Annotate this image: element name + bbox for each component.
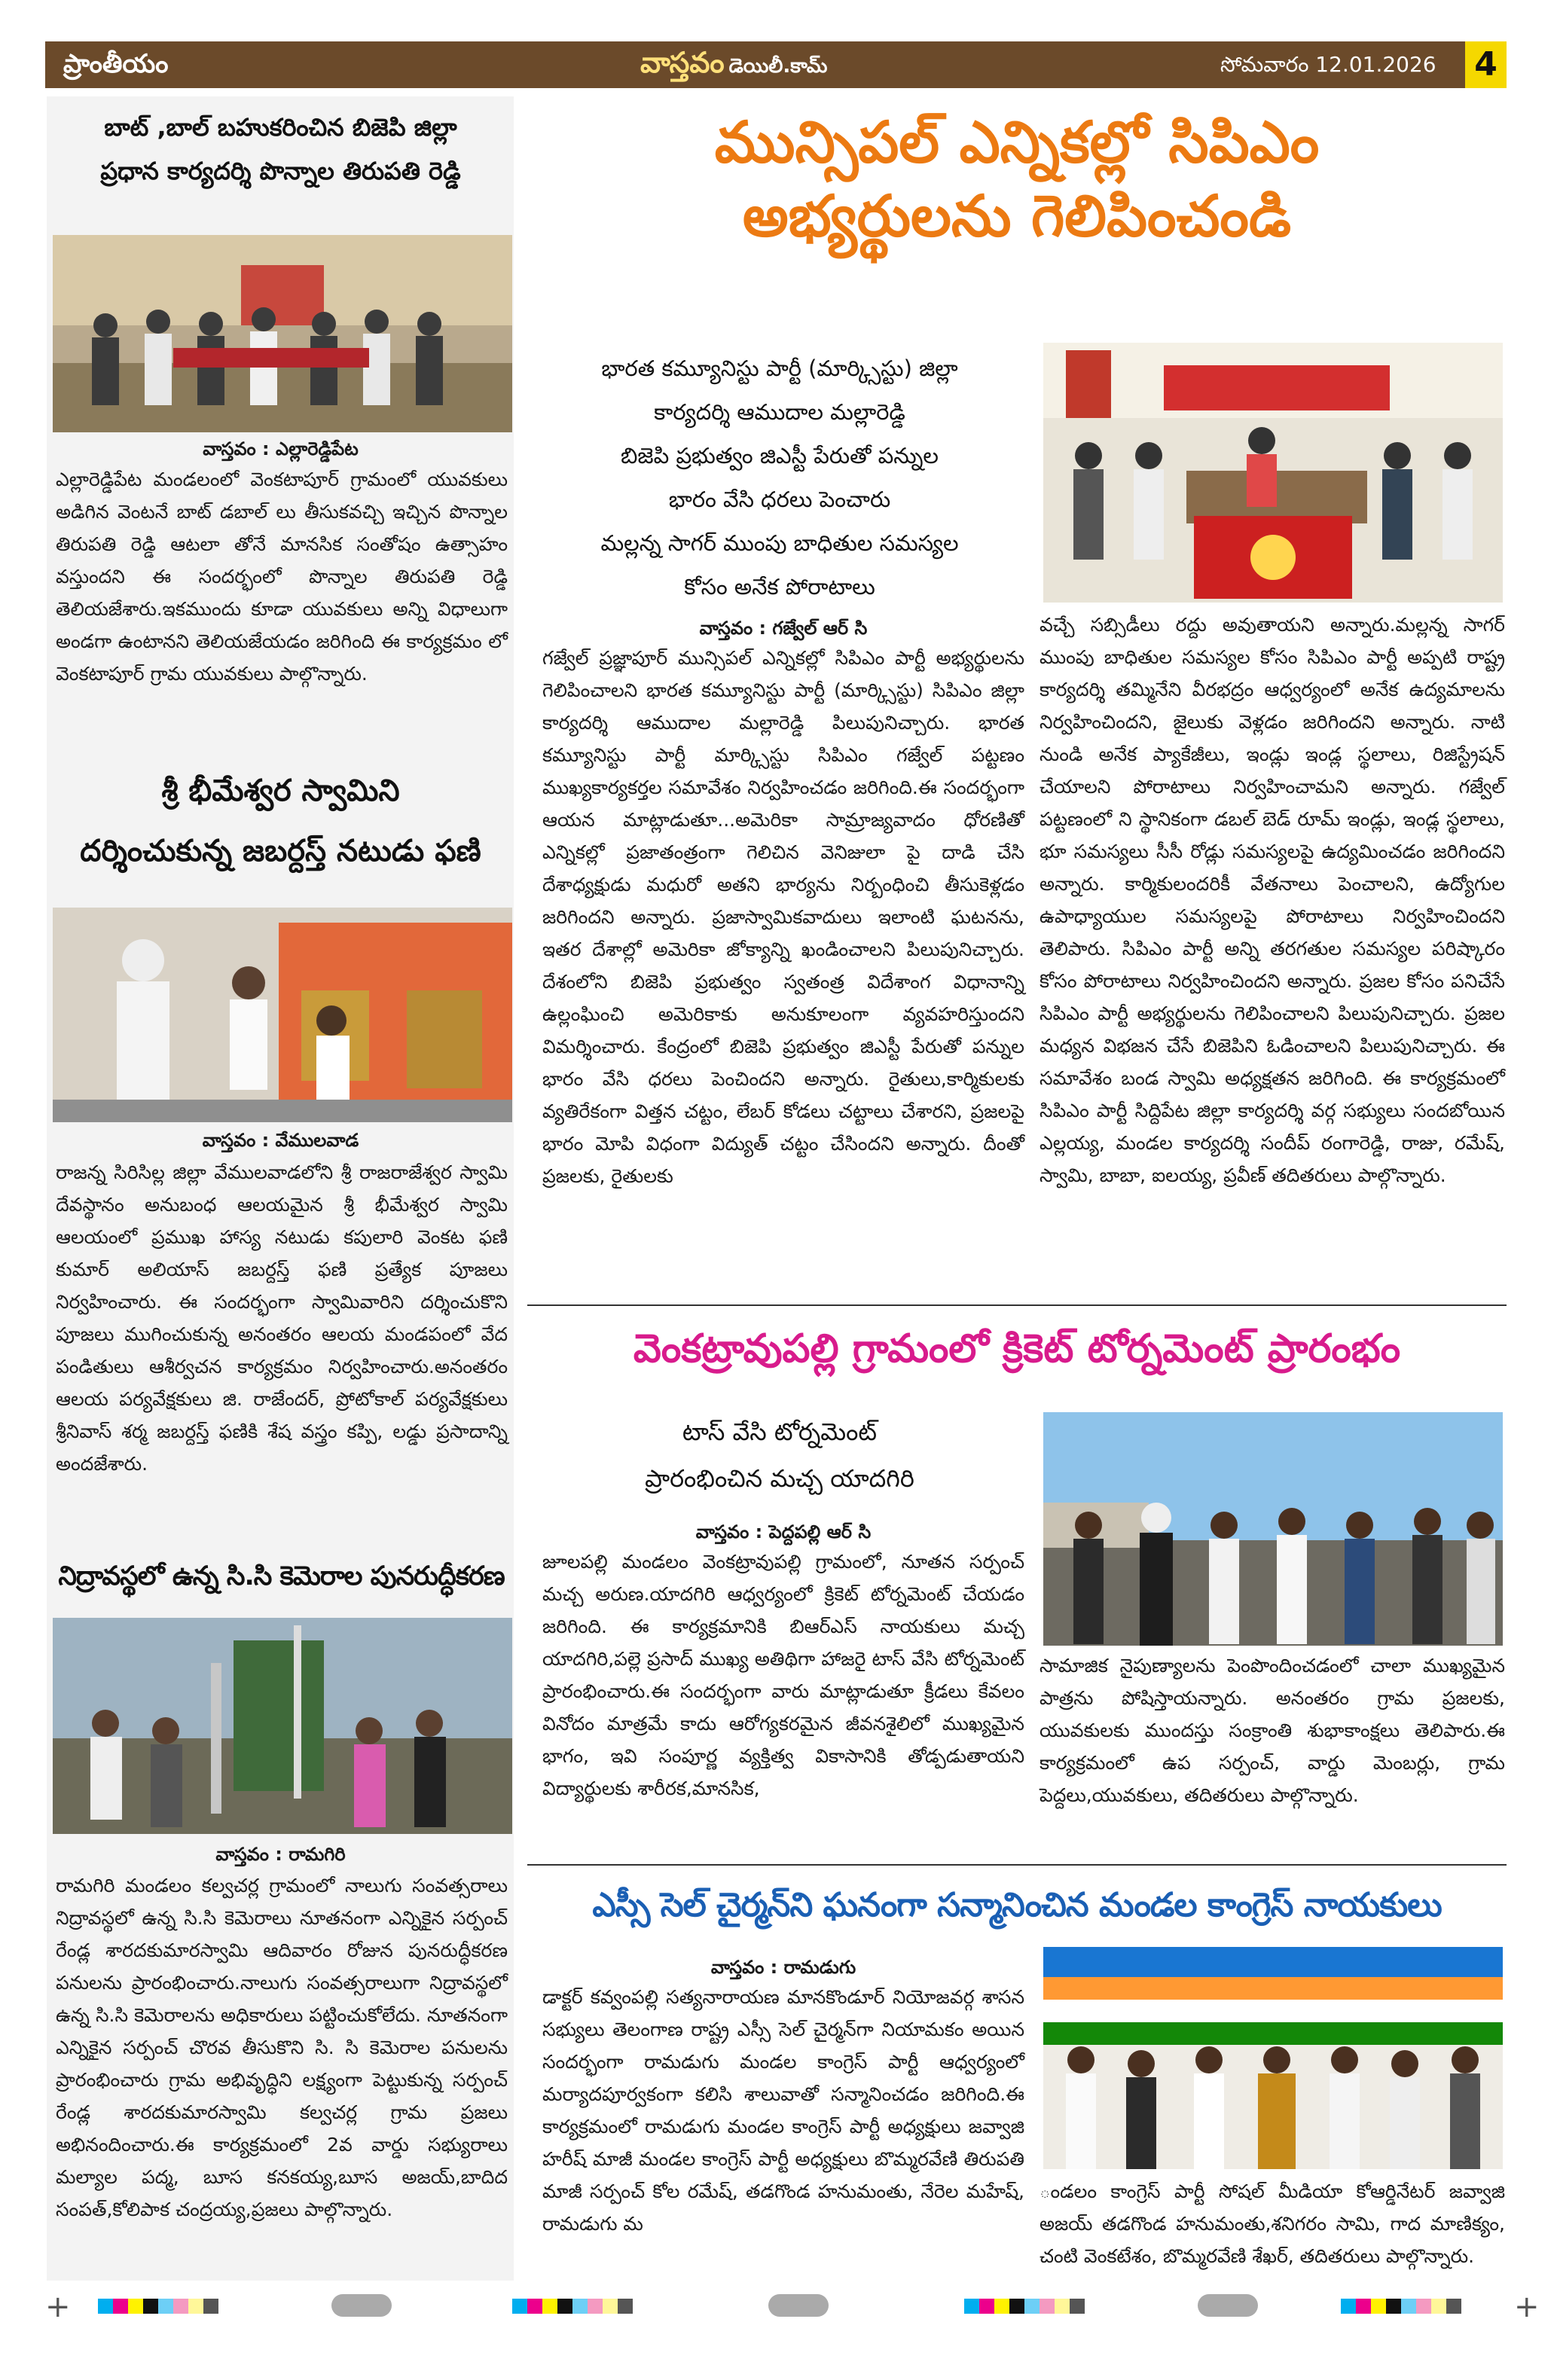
bhimeshwara-body: రాజన్న సిరిసిల్ల జిల్లా వేములవాడలోని శ్రీ రాజరాజేశ్వర స్వామి దేవస్థానం అనుబంధ ఆలయమైన శ్రీ భీమేశ్వర స్వామి ఆలయంలో ప్రముఖ హాస్య నటుడు కపులారి వెంకట ఫణి కుమార్ అలియాస్ జబర్దస్త్ ఫణి ప్రత్యేక పూజలు నిర్వహించారు. ఈ సందర్భంగా స్వామివారిని దర్శించుకొని పూజలు ముగించుకున్న అనంతరం ఆలయ మండపంలో వేద పండితులు ఆశీర్వచన కార్యక్రమం నిర్వహించారు.అనంతరం ఆలయ పర్యవేక్షకులు జి. రాజేందర్, ప్రోటోకాల్ పర్యవేక్షకులు శ్రీనివాస్ శర్మ జబర్దస్త్ ఫణికి శేష వస్త్రం కప్పి, లడ్డు ప్రసాదాన్ని అందజేశారు. bbox=[56, 1161, 508, 1475]
main-body-right: వచ్చే సబ్సిడీలు రద్దు అవుతాయని అన్నారు.మల్లన్న సాగర్ ముంపు బాధితుల సమస్యల కోసం సిపిఎం పార్టీ అప్పటి రాష్ట్ర కార్యదర్శి తమ్మినేని వీరభద్రం ఆధ్వర్యంలో అనేక ఉద్యమాలను నిర్వహించిందని, జైలుకు వెళ్లడం జరిగిందని అన్నారు. నాటి నుండి అనేక ప్యాకేజీలు, ఇండ్లు ఇండ్ల స్థలాలు, రిజిస్ట్రేషన్ చేయాలని పోరాటాలు నిర్వహించామని అన్నారు. గజ్వేల్ పట్టణంలో ని స్థానికంగా డబల్ బెడ్ రూమ్ ఇండ్లు, ఇండ్ల స్థలాలు, భూ సమస్యలు సీసీ రోడ్లు సమస్యలపై ఉద్యమించడం జరిగిందని అన్నారు. కార్మికులందరికీ వేతనాలు పెంచాలని, ఉద్యోగుల ఉపాధ్యాయుల సమస్యలపై పోరాటాలు నిర్వహించిందని తెలిపారు. సిపిఎం పార్టీ అన్ని తరగతుల సమస్యల పరిష్కారం కోసం పోరాటాలు నిర్వహించిందని అన్నారు. ప్రజల కోసం పనిచేసే సిపిఎం పార్టీ అభ్యర్థులను గెలిపించాలని పిలుపునిచ్చారు. ప్రజల మధ్యన విభజన చేసే బిజెపిని ఓడించాలని పిలుపునిచ్చారు. ఈ సమావేశం బండ స్వామి అధ్యక్షతన జరిగింది. ఈ కార్యక్రమంలో సిపిఎం పార్టీ సిద్దిపేట జిల్లా కార్యదర్శి వర్గ సభ్యులు సందబోయిన ఎల్లయ్య, మండల కార్యదర్శి సందీప్ రంగారెడ్డి, రాజు, రమేష్, స్వామి, బాబా, ఐలయ్య, ప్రవీణ్ తదితరులు పాల్గొన్నారు. bbox=[1040, 614, 1505, 1186]
main-photo bbox=[1043, 343, 1503, 603]
cricket-body-left: జూలపల్లి మండలం వెంకట్రావుపల్లి గ్రామంలో, నూతన సర్పంచ్ మచ్చ అరుణ.యాదగిరి ఆధ్వర్యంలో క్రికెట్ టోర్నమెంట్ చేయడం జరిగింది. ఈ కార్యక్రమానికి బిఆర్ఎస్ నాయకులు మచ్చ యాదగిరి,పల్లె ప్రసాద్ ముఖ్య అతిథిగా హాజరై టాస్ వేసి టోర్నమెంట్ ప్రారంభించారు.ఈ సందర్భంగా వారు మాట్లాడుతూ క్రీడలు కేవలం వినోదం మాత్రమే కాదు ఆరోగ్యకరమైన జీవనశైలిలో ముఖ్యమైన భాగం, ఇవి సంపూర్ణ వ్యక్తిత్వ వికాసానికి తోడ్పడుతాయని విద్యార్థులకు శారీరక,మానసిక, bbox=[542, 1551, 1024, 1799]
bat-ball-body: ఎల్లారెడ్డిపేట మండలంలో వెంకటాపూర్ గ్రామంలో యువకులు అడిగిన వెంటనే బాట్ డబాల్ లు తీసుకవచ్చి ఇచ్చిన పొన్నాల తిరుపతి రెడ్డి ఆటలా తోనే మానసిక సంతోషం ఉత్సాహం వస్తుందని ఈ సందర్భంలో పొన్నాల తిరుపతి రెడ్డి తెలియజేశారు.ఇకముందు కూడా యువకులు అన్ని విధాలుగా అండగా ఉంటానని తెలియజేయడం జరిగింది ఈ కార్యక్రమం లో వెంకటాపూర్ గ్రామ యువకులు పాల్గొన్నారు. bbox=[56, 468, 508, 685]
cricket-subline1: టాస్ వేసి టోర్నమెంట్ bbox=[682, 1417, 878, 1446]
page-header bbox=[45, 41, 1507, 88]
main-subline: భారం వేసి ధరలు పెంచారు bbox=[668, 487, 891, 512]
bat-ball-headline bbox=[53, 105, 508, 193]
cricket-sublines bbox=[542, 1408, 1017, 1502]
cc-camera-headline: నిద్రావస్థలో ఉన్న సి.సి కెమెరాల పునరుద్ధీకరణ bbox=[58, 1561, 505, 1591]
masthead-logo bbox=[640, 46, 827, 87]
registration-cross: + bbox=[45, 2290, 71, 2324]
bat-ball-headline-line2: ప్రధాన కార్యదర్శి పొన్నాల తిరుపతి రెడ్డి bbox=[100, 157, 461, 185]
cc-camera-photo bbox=[53, 1618, 512, 1834]
cricket-dateline: వాస్తవం : పెద్దపల్లి ఆర్ సి bbox=[695, 1521, 872, 1542]
bhimeshwara-photo bbox=[53, 908, 512, 1122]
divider bbox=[527, 1864, 1507, 1866]
color-bar bbox=[1341, 2299, 1461, 2314]
registration-pill bbox=[768, 2294, 829, 2317]
bhimeshwara-headline-line1: శ్రీ భీమేశ్వర స్వామిని bbox=[161, 774, 400, 808]
bhimeshwara-headline-line2: దర్శించుకున్న జబర్దస్త్ నటుడు ఫణి bbox=[80, 834, 481, 868]
main-subline: మల్లన్న సాగర్ ముంపు బాధితుల సమస్యల bbox=[600, 530, 959, 556]
main-headline-line2: అభ్యర్థులను గెలిపించండి bbox=[742, 182, 1292, 249]
sc-cell-headline: ఎస్సీ సెల్ చైర్మన్‌ని ఘనంగా సన్మానించిన మండల కాంగ్రెస్ నాయకులు bbox=[592, 1886, 1442, 1924]
main-subline: భారత కమ్యూనిస్టు పార్టీ (మార్క్సిస్టు) జిల్లా bbox=[601, 355, 958, 381]
main-subline: కార్యదర్శి ఆముదాల మల్లారెడ్డి bbox=[654, 399, 905, 425]
bhimeshwara-headline bbox=[53, 761, 508, 881]
page-number: 4 bbox=[1465, 41, 1507, 88]
registration-pill bbox=[1198, 2294, 1258, 2317]
registration-cross: + bbox=[1514, 2290, 1540, 2324]
issue-date: సోమవారం 12.01.2026 bbox=[1220, 52, 1436, 77]
cc-camera-body: రామగిరి మండలం కల్వచర్ల గ్రామంలో నాలుగు సంవత్సరాలు నిద్రావస్థలో ఉన్న సి.సి కెమెరాలు నూతనంగా ఎన్నికైన సర్పంచ్ రేండ్ల శారదకుమారస్వామి ఆదివారం రోజున పునరుద్ధీకరణ పనులను ప్రారంభించారు.నాలుగు సంవత్సరాలుగా నిద్రావస్థలో ఉన్న సి.సి కెమెరాలను అధికారులు పట్టించుకోలేదు. నూతనంగా ఎన్నికైన సర్పంచ్ చొరవ తీసుకొని సి. సి కెమెరాల పనులను ప్రారంభించారు గ్రామ అభివృద్ధిని లక్ష్యంగా పెట్టుకున్న సర్పంచ్ రేండ్ల శారదకుమారస్వామి కల్వచర్ల గ్రామ ప్రజలు అభినందించారు.ఈ కార్యక్రమంలో 2వ వార్డు సభ్యురాలు మల్యాల పద్మ, బూస కనకయ్య,బూస అజయ్,బాదిద సంపత్,కోలిపాక చంద్రయ్య,ప్రజలు పాల్గొన్నారు. bbox=[56, 1875, 508, 2220]
sc-cell-body-left: డాక్టర్ కవ్వంపల్లి సత్యనారాయణ మానకొండూర్ నియోజవర్గ శాసన సభ్యులు తెలంగాణ రాష్ట్ర ఎస్సీ సెల్ చైర్మన్‌గా నియామకం అయిన సందర్భంగా రామడుగు మండల కాంగ్రెస్ పార్టీ ఆధ్వర్యంలో మర్యాదపూర్వకంగా కలిసి శాలువాతో సన్మానించడం జరిగింది.ఈ కార్యక్రమంలో రామడుగు మండల కాంగ్రెస్ పార్టీ అధ్యక్షులు జవ్వాజి హరీష్ మాజీ మండల కాంగ్రెస్ పార్టీ అధ్యక్షులు బొమ్మరవేణి తిరుపతి మాజీ సర్పంచ్ కోల రమేష్, తడగొండ హనుమంతు, నేరెల మహేష్, రామడుగు మ bbox=[542, 1986, 1024, 2235]
main-dateline: వాస్తవం : గజ్వేల్ ఆర్ సి bbox=[699, 618, 868, 639]
bat-ball-dateline: వాస్తవం : ఎల్లారెడ్డిపేట bbox=[203, 438, 359, 459]
registration-pill bbox=[331, 2294, 392, 2317]
main-headline bbox=[527, 105, 1507, 253]
cc-camera-dateline: వాస్తవం : రామగిరి bbox=[215, 1844, 346, 1865]
main-subline: కోసం అనేక పోరాటాలు bbox=[684, 574, 875, 600]
bat-ball-photo bbox=[53, 235, 512, 432]
cricket-photo bbox=[1043, 1412, 1503, 1646]
color-bar bbox=[512, 2299, 633, 2314]
main-body-left: గజ్వేల్ ప్రజ్ఞాపూర్ మున్సిపల్ ఎన్నికల్లో సిపిఎం పార్టీ అభ్యర్థులను గెలిపించాలని భారత కమ్యూనిస్టు పార్టీ (మార్క్సిస్టు) సిపిఎం జిల్లా కార్యదర్శి ఆముదాల మల్లారెడ్డి పిలుపునిచ్చారు. భారత కమ్యూనిస్టు పార్టీ మార్క్సిస్టు సిపిఎం గజ్వేల్ పట్టణం ముఖ్యకార్యకర్తల సమావేశం నిర్వహించడం జరిగింది.ఈ సందర్భంగా ఆయన మాట్లాడుతూ...అమెరికా సామ్రాజ్యవాదం ధోరణితో ఎన్నికల్లో ప్రజాతంత్రంగా గెలిచిన వెనిజులా పై దాడి చేసి దేశాధ్యక్షుడు మధురో అతని భార్యను నిర్బంధించి తీసుకెళ్లడం జరిగిందని అన్నారు. ప్రజాస్వామికవాదులు ఇలాంటి ఘటనను, ఇతర దేశాల్లో అమెరికా జోక్యాన్ని ఖండించాలని పిలుపునిచ్చారు. దేశంలోని బిజెపి ప్రభుత్వం స్వతంత్ర విదేశాంగ విధానాన్ని ఉల్లంఘించి అమెరికాకు అనుకూలంగా వ్యవహరిస్తుందని విమర్శించారు. కేంద్రంలో బిజెపి ప్రభుత్వం జిఎస్టీ పేరుతో పన్నుల భారం వేసి ధరలు పెంచిందని అన్నారు. రైతులు,కార్మికులకు వ్యతిరేకంగా విత్తన చట్టం, లేబర్ కోడలు చట్టాలు చేశారని, ప్రజలపై భారం మోపి విధంగా విద్యుత్ చట్టం చేసిందని అన్నారు. దీంతో ప్రజలకు, రైతులకు bbox=[542, 647, 1024, 1187]
color-bar bbox=[98, 2299, 218, 2314]
section-name: ప్రాంతీయం bbox=[63, 49, 169, 79]
bhimeshwara-dateline: వాస్తవం : వేములవాడ bbox=[202, 1130, 359, 1151]
main-subline: బిజెపి ప్రభుత్వం జిఎస్టీ పేరుతో పన్నుల bbox=[621, 443, 939, 468]
sc-cell-photo bbox=[1043, 1947, 1503, 2169]
main-sublines bbox=[542, 346, 1017, 609]
cricket-headline: వెంకట్రావుపల్లి గ్రామంలో క్రికెట్ టోర్నమెంట్ ప్రారంభం bbox=[633, 1326, 1401, 1372]
cricket-subline2: ప్రారంభించిన మచ్చ యాదగిరి bbox=[645, 1464, 914, 1493]
cricket-body-right: సామాజిక నైపుణ్యాలను పెంపొందించడంలో చాలా ముఖ్యమైన పాత్రను పోషిస్తాయన్నారు. అనంతరం గ్రామ ప్రజలకు, యువకులకు ముందస్తు సంక్రాంతి శుభాకాంక్షలు తెలిపారు.ఈ కార్యక్రమంలో ఉప సర్పంచ్, వార్డు మెంబర్లు, గ్రామ పెద్దలు,యువకులు, తదితరులు పాల్గొన్నారు. bbox=[1040, 1655, 1505, 1806]
color-bar bbox=[964, 2299, 1085, 2314]
divider bbox=[527, 1304, 1507, 1306]
masthead-title: వాస్తవం bbox=[640, 46, 725, 79]
masthead-sub: డెయిలీ.కామ్ bbox=[728, 55, 828, 78]
sc-cell-dateline: వాస్తవం : రామడుగు bbox=[710, 1957, 856, 1978]
main-headline-line1: మున్సిపల్ ఎన్నికల్లో సిపిఎం bbox=[714, 108, 1320, 175]
bat-ball-headline-line1: బాట్ ,బాల్ బహుకరించిన బిజెపి జిల్లా bbox=[104, 113, 457, 142]
sc-cell-body-right: ండలం కాంగ్రెస్ పార్టీ సోషల్ మీడియా కోఆర్డినేటర్ జవ్వాజి అజయ్ తడగొండ హనుమంతు,శనిగరం సామి, గాద మాణిక్యం, చంటి వెంకటేశం, బొమ్మరవేణి శేఖర్, తదితరులు పాల్గొన్నారు. bbox=[1040, 2180, 1505, 2267]
